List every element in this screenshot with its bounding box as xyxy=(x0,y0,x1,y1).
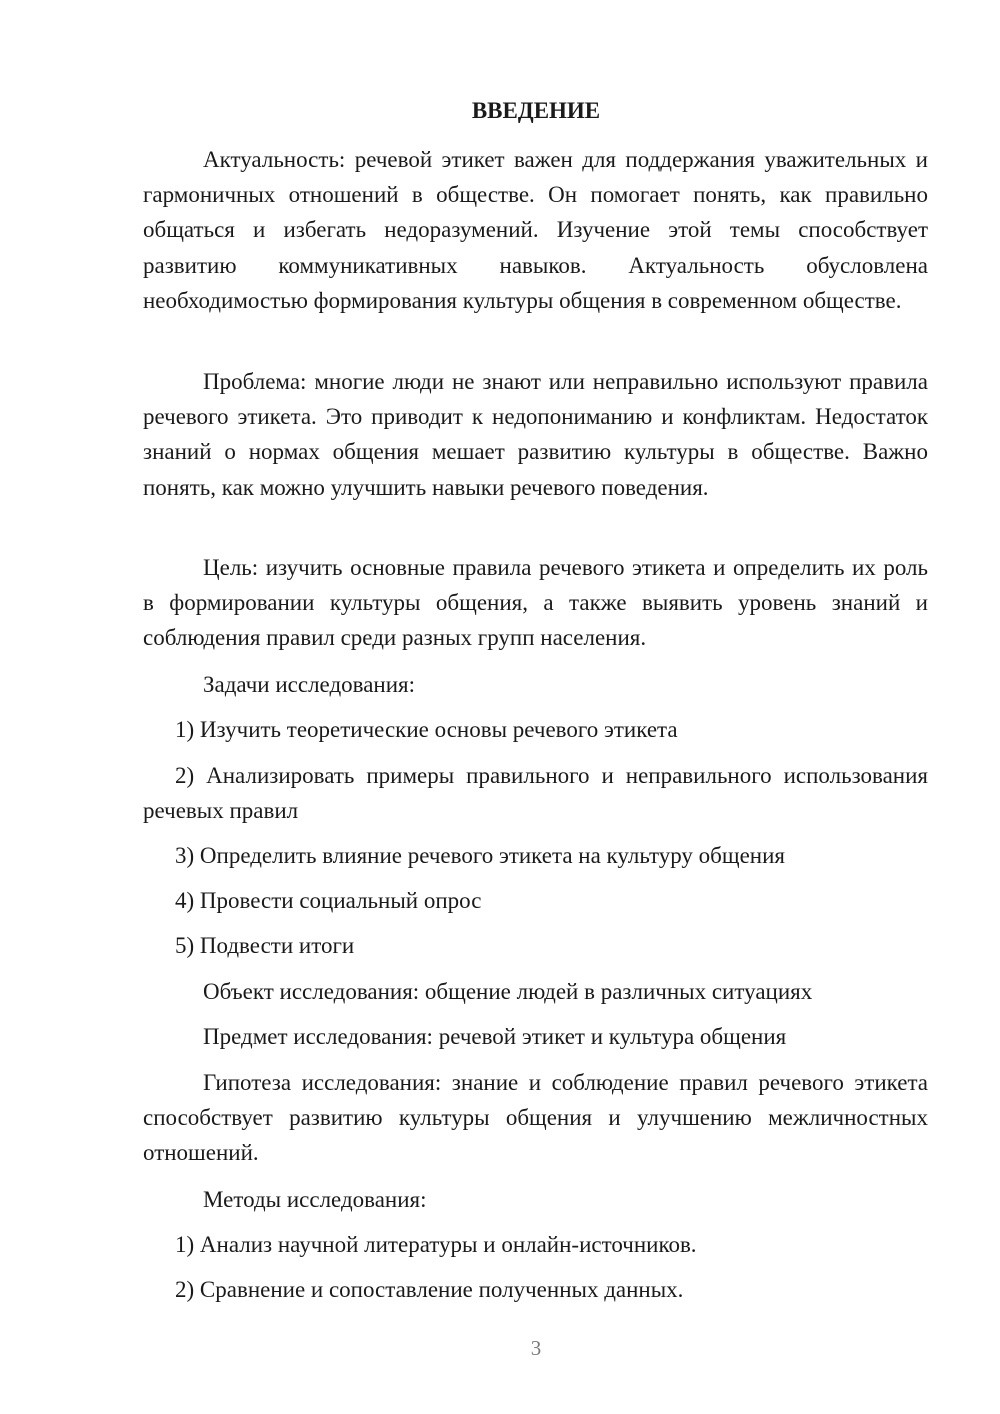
paragraph-goal: Цель: изучить основные правила речевого этикета и определить их роль в формировании культуры общения, а также выявить уровень знаний и соблюдения правил среди разных групп населения. xyxy=(143,555,928,651)
paragraph-object: Объект исследования: общение людей в различных ситуациях xyxy=(203,979,813,1004)
section-heading: ВВЕДЕНИЕ xyxy=(471,98,601,123)
paragraph-subject: Предмет исследования: речевой этикет и культура общения xyxy=(203,1024,787,1049)
paragraph-hypothesis: Гипотеза исследования: знание и соблюдение правил речевого этикета способствует развитию культуры общения и улучшению межличностных отношений. xyxy=(143,1070,928,1166)
methods-heading: Методы исследования: xyxy=(203,1187,427,1212)
task-item: 3) Определить влияние речевого этикета на культуру общения xyxy=(175,843,785,868)
paragraph-problem: Проблема: многие люди не знают или неправильно используют правила речевого этикета. Это приводит к недопониманию и конфликтам. Недостаток знаний о нормах общения мешает развитию культуры в обществе. Важно понять, как можно улучшить навыки речевого поведения. xyxy=(143,369,928,500)
method-item: 1) Анализ научной литературы и онлайн-источников. xyxy=(175,1232,697,1257)
task-item: 5) Подвести итоги xyxy=(175,933,355,958)
page-number: 3 xyxy=(530,1336,542,1360)
paragraph-relevance: Актуальность: речевой этикет важен для поддержания уважительных и гармоничных отношений в обществе. Он помогает понять, как правильно общаться и избегать недоразумений. Изучение этой темы способствует развитию коммуникативных навыков. Актуальность обусловлена необходимостью формирования культуры общения в современном обществе. xyxy=(143,147,928,313)
tasks-heading: Задачи исследования: xyxy=(203,672,416,697)
task-item: 2) Анализировать примеры правильного и неправильного использования речевых правил xyxy=(143,763,928,824)
method-item: 2) Сравнение и сопоставление полученных данных. xyxy=(175,1277,684,1302)
task-item: 4) Провести социальный опрос xyxy=(175,888,482,913)
task-item: 1) Изучить теоретические основы речевого этикета xyxy=(175,717,678,742)
